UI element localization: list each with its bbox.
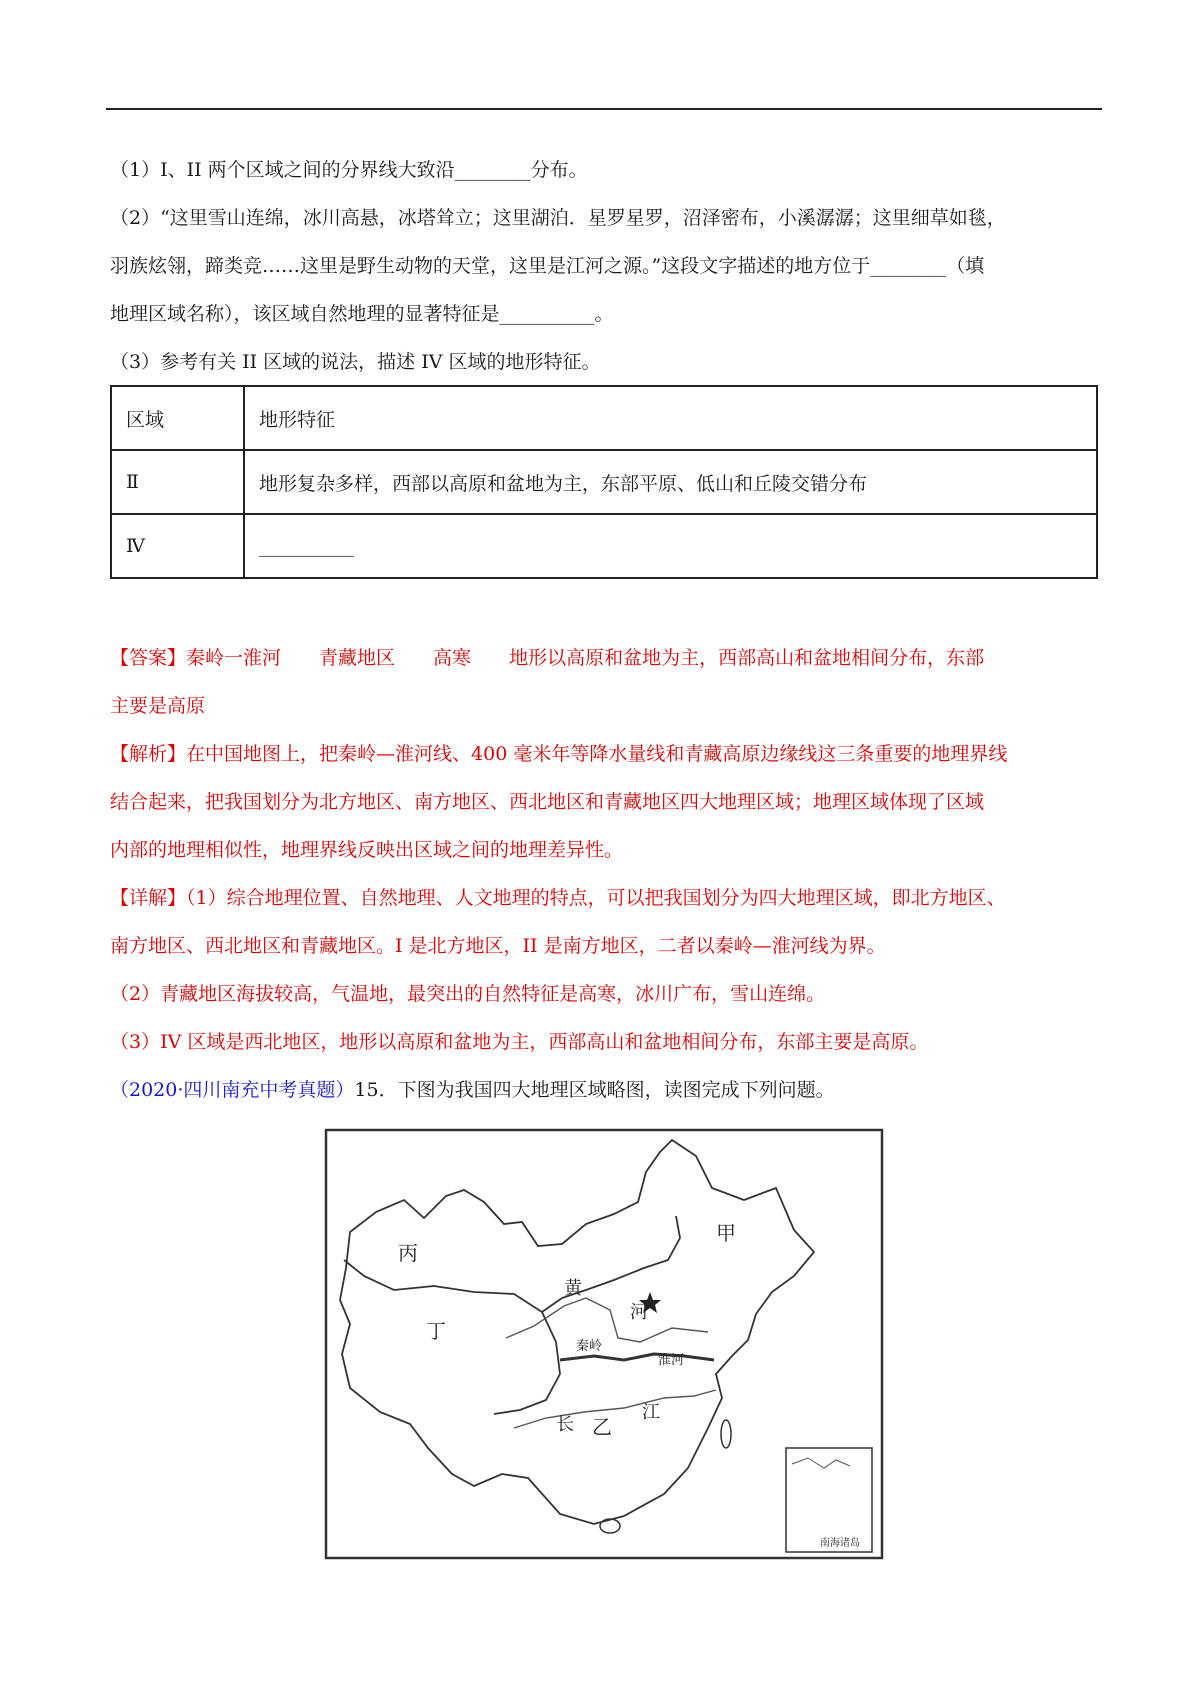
question-15 [110,1078,1100,1102]
detail-tag: 【详解】 [110,887,187,909]
analysis-line-2: 结合起来，把我国划分为北方地区、南方地区、西北地区和青藏地区四大地理区域；地理区域体现了区域 [110,791,985,813]
answer-tag: 【答案】 [110,647,187,669]
answer-3: 高寒 [433,647,472,669]
row-feature-blank: __________ [244,514,1097,578]
table-row [111,450,1097,514]
header-feature: 地形特征 [244,386,1097,450]
south-china-sea-inset [786,1448,872,1552]
map-label-huang: 黄 [564,1278,582,1298]
table-header-row [111,386,1097,450]
table-row [111,514,1097,578]
detail-line-2: 南方地区、西北地区和青藏地区。I 是北方地区，II 是南方地区，二者以秦岭—淮河线为界。 [110,935,886,957]
answer-line-2: 主要是高原 [110,695,206,717]
answer-line-1 [110,646,1100,670]
question-2-line-3: 地理区域名称），该区域自然地理的显著特征是__________。 [110,303,614,325]
detail-line-1 [110,886,1100,910]
row-feature: 地形复杂多样，西部以高原和盆地为主，东部平原、低山和丘陵交错分布 [244,450,1097,514]
row-region: Ⅱ [111,450,244,514]
map-label-huaihe: 淮河 [658,1352,685,1367]
analysis-line-3: 内部的地理相似性，地理界线反映出区域之间的地理差异性。 [110,839,624,861]
map-label-yi: 乙 [592,1417,612,1439]
question-2-line-1: （2）“这里雪山连绵，冰川高悬，冰塔耸立；这里湖泊．星罗星罗，沼泽密布，小溪潺潺；这里细草如毯， [110,207,1006,229]
question-source: （2020·四川南充中考真题） [110,1079,355,1101]
row-region: Ⅳ [111,514,244,578]
inset-label: 南海诸岛 [820,1538,860,1549]
answer-2: 青藏地区 [319,647,396,669]
question-15-text: 15．下图为我国四大地理区域略图，读图完成下列问题。 [354,1079,835,1101]
map-label-ding: 丁 [426,1321,446,1343]
question-1: （1）I、II 两个区域之间的分界线大致沿________分布。 [110,159,588,181]
detail-line-4: （3）IV 区域是西北地区，地形以高原和盆地为主，西部高山和盆地相间分布，东部主要是高原。 [110,1031,929,1053]
map-label-jiang: 江 [642,1402,660,1422]
map-label-jia: 甲 [716,1223,736,1245]
terrain-table [110,385,1098,579]
header-rule [106,108,1102,110]
analysis-text-1: 在中国地图上，把秦岭—淮河线、400 毫米年等降水量线和青藏高原边缘线这三条重要的地理界线 [186,743,1008,765]
map-label-chang: 长 [556,1414,574,1434]
map-label-he: 河 [630,1302,648,1322]
question-3: （3）参考有关 II 区域的说法，描述 IV 区域的地形特征。 [110,351,601,373]
question-2-line-2: 羽族炫翎，蹄类竞……这里是野生动物的天堂，这里是江河之源。”这段文字描述的地方位于________（填 [110,255,985,277]
analysis-line-1 [110,742,1100,766]
answer-1: 秦岭一淮河 [186,647,282,669]
map-label-qinling: 秦岭 [576,1338,603,1353]
map-label-bing: 丙 [398,1243,418,1265]
analysis-tag: 【解析】 [110,743,187,765]
detail-text-1: （1）综合地理位置、自然地理、人文地理的特点，可以把我国划分为四大地理区域，即北方地区、 [186,887,1006,909]
detail-line-3: （2）青藏地区海拔较高，气温地，最突出的自然特征是高寒，冰川广布，雪山连绵。 [110,983,826,1005]
china-region-map [324,1128,884,1560]
answer-4: 地形以高原和盆地为主，西部高山和盆地相间分布，东部 [509,647,985,669]
header-region: 区域 [111,386,244,450]
